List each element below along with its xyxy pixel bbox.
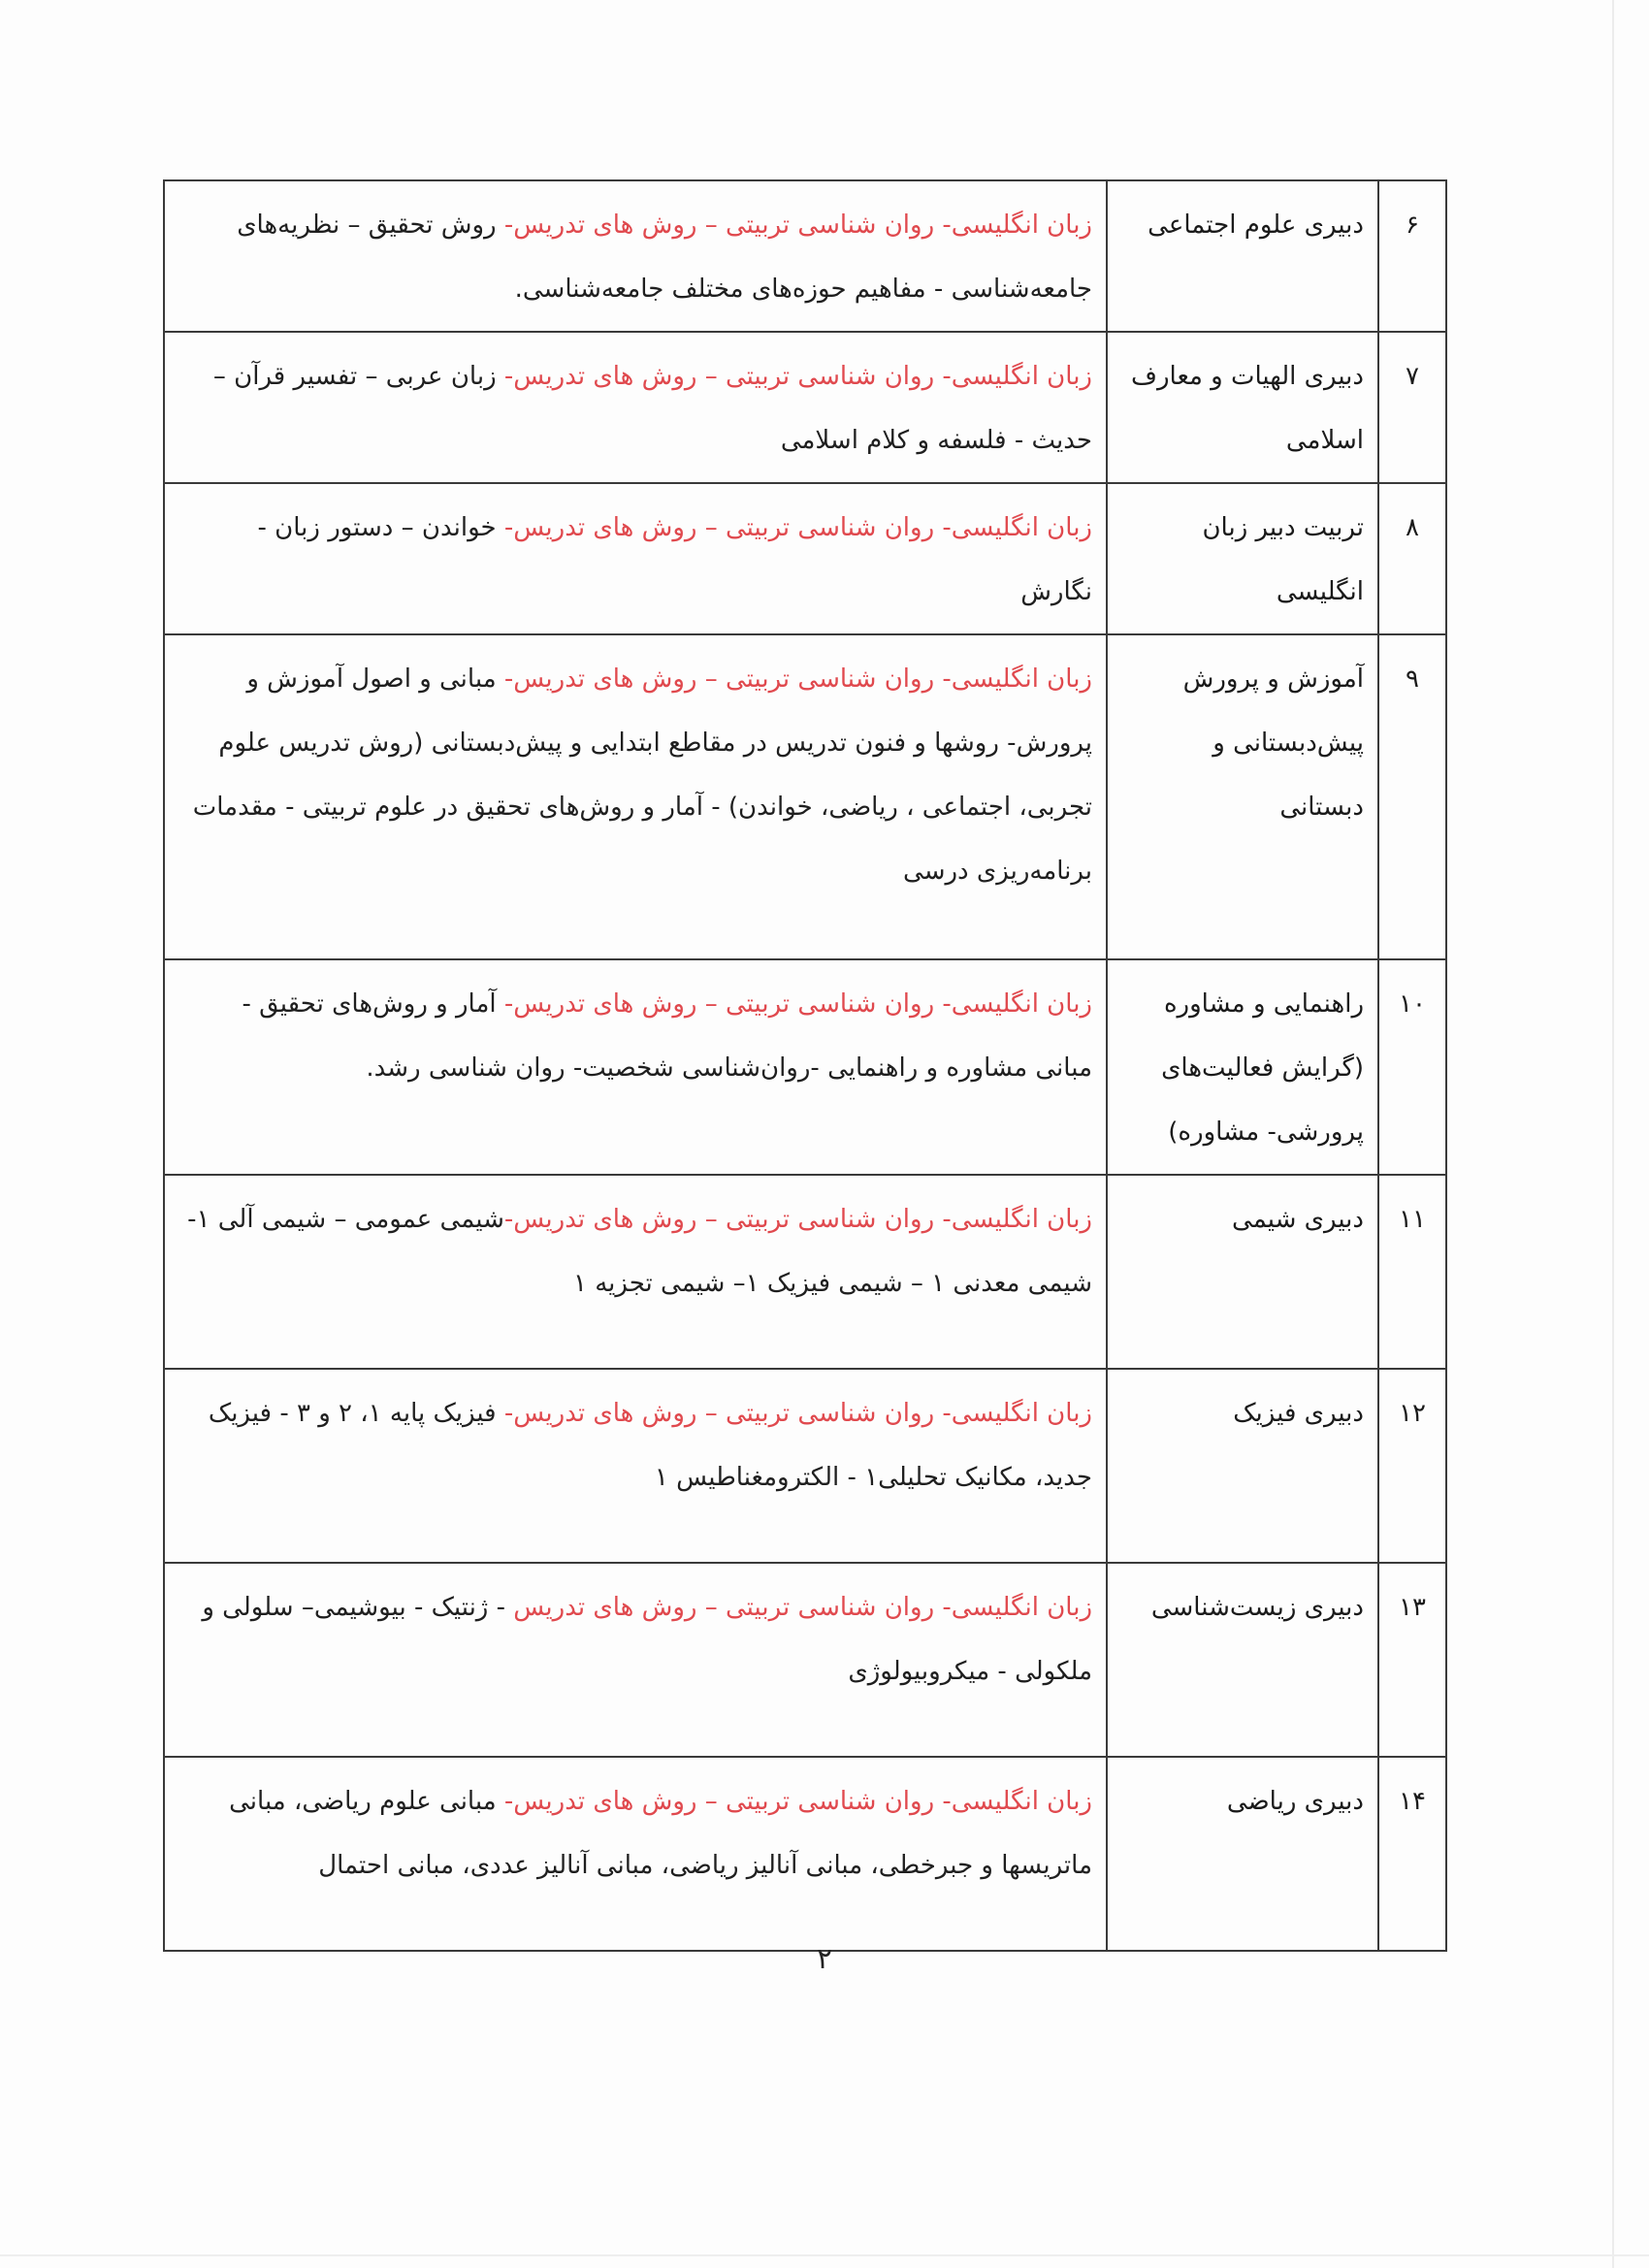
table-row (164, 332, 1446, 483)
row-number: ١٠ (1378, 959, 1446, 1175)
course-title: آموزش و پرورش پیش‌دبستانی و دبستانی (1107, 634, 1378, 959)
course-title: راهنمایی و مشاوره (گرایش فعالیت‌های پرورشی- مشاوره) (1107, 959, 1378, 1175)
common-subjects: زبان انگلیسی- روان شناسی تربیتی – روش های تدریس- (503, 664, 1092, 694)
scan-bottom-line (0, 2254, 1649, 2256)
course-title: دبیری فیزیک (1107, 1369, 1378, 1563)
course-description (164, 959, 1107, 1175)
course-description (164, 1369, 1107, 1563)
course-title: دبیری زیست‌شناسی (1107, 1563, 1378, 1757)
specialized-subjects: روش تحقیق – نظریه‌های جامعه‌شناسی - مفاهیم حوزه‌های مختلف جامعه‌شناسی. (237, 211, 1092, 304)
row-number: ۶ (1378, 180, 1446, 332)
course-description (164, 483, 1107, 634)
specialized-subjects: - ژنتیک - بیوشیمی– سلولی و ملکولی - میکروبیولوژی (202, 1593, 1092, 1686)
row-number: ١٣ (1378, 1563, 1446, 1757)
row-number: ٨ (1378, 483, 1446, 634)
specialized-subjects: شیمی عمومی – شیمی آلی ١- شیمی معدنی ١ – شیمی فیزیک ١– شیمی تجزیه ١ (187, 1205, 1092, 1298)
row-number: ١١ (1378, 1175, 1446, 1369)
course-title: دبیری ریاضی (1107, 1757, 1378, 1951)
row-number: ۹ (1378, 634, 1446, 959)
table-row (164, 1175, 1446, 1369)
scan-edge-line (1612, 0, 1614, 2268)
course-title: دبیری شیمی (1107, 1175, 1378, 1369)
common-subjects: زبان انگلیسی- روان شناسی تربیتی – روش های تدریس- (503, 513, 1092, 542)
course-description (164, 634, 1107, 959)
specialized-subjects: خواندن – دستور زبان - نگارش (257, 513, 1092, 606)
specialized-subjects: مبانی و اصول آموزش و پرورش- روشها و فنون تدریس در مقاطع ابتدایی و پیش‌دبستانی (روش تدریس علوم تجربی، اجتماعی ، ریاضی، خواندن) - آمار و روش‌های تحقیق در علوم تربیتی - مقدمات برنامه‌ریزی درسی (192, 664, 1092, 886)
table-row (164, 959, 1446, 1175)
course-title: دبیری الهیات و معارف اسلامی (1107, 332, 1378, 483)
specialized-subjects: فیزیک پایه ١، ٢ و ٣ - فیزیک جدید، مکانیک تحلیلی١ - الکترومغناطیس ١ (208, 1399, 1092, 1492)
common-subjects: زبان انگلیسی- روان شناسی تربیتی – روش های تدریس- (503, 1399, 1092, 1428)
course-description (164, 180, 1107, 332)
table-row (164, 1757, 1446, 1951)
table-row (164, 634, 1446, 959)
course-title: دبیری علوم اجتماعی (1107, 180, 1378, 332)
specialized-subjects: آمار و روش‌های تحقیق - مبانی مشاوره و راهنمایی -روان‌شناسی شخصیت- روان شناسی رشد. (242, 989, 1092, 1083)
course-description (164, 1175, 1107, 1369)
table-row (164, 180, 1446, 332)
common-subjects: زبان انگلیسی- روان شناسی تربیتی – روش های تدریس (513, 1593, 1092, 1622)
specialized-subjects: مبانی علوم ریاضی، مبانی ماتریسها و جبرخطی، مبانی آنالیز ریاضی، مبانی آنالیز عددی، مبانی احتمال (229, 1787, 1092, 1880)
common-subjects: زبان انگلیسی- روان شناسی تربیتی – روش های تدریس- (503, 362, 1092, 391)
row-number: ١۴ (1378, 1757, 1446, 1951)
common-subjects: زبان انگلیسی- روان شناسی تربیتی – روش های تدریس- (503, 1787, 1092, 1816)
course-description (164, 332, 1107, 483)
row-number: ١٢ (1378, 1369, 1446, 1563)
table-row (164, 1369, 1446, 1563)
course-title: تربیت دبیر زبان انگلیسی (1107, 483, 1378, 634)
common-subjects: زبان انگلیسی- روان شناسی تربیتی – روش های تدریس- (503, 989, 1092, 1019)
course-description (164, 1757, 1107, 1951)
table-row (164, 483, 1446, 634)
table-row (164, 1563, 1446, 1757)
course-description (164, 1563, 1107, 1757)
course-table (163, 179, 1447, 1952)
common-subjects: زبان انگلیسی- روان شناسی تربیتی – روش های تدریس- (503, 211, 1092, 240)
common-subjects: زبان انگلیسی- روان شناسی تربیتی – روش های تدریس- (503, 1205, 1092, 1234)
page-number: ٢ (816, 1942, 833, 1976)
specialized-subjects: زبان عربی – تفسیر قرآن – حدیث - فلسفه و کلام اسلامی (212, 362, 1092, 455)
row-number: ۷ (1378, 332, 1446, 483)
